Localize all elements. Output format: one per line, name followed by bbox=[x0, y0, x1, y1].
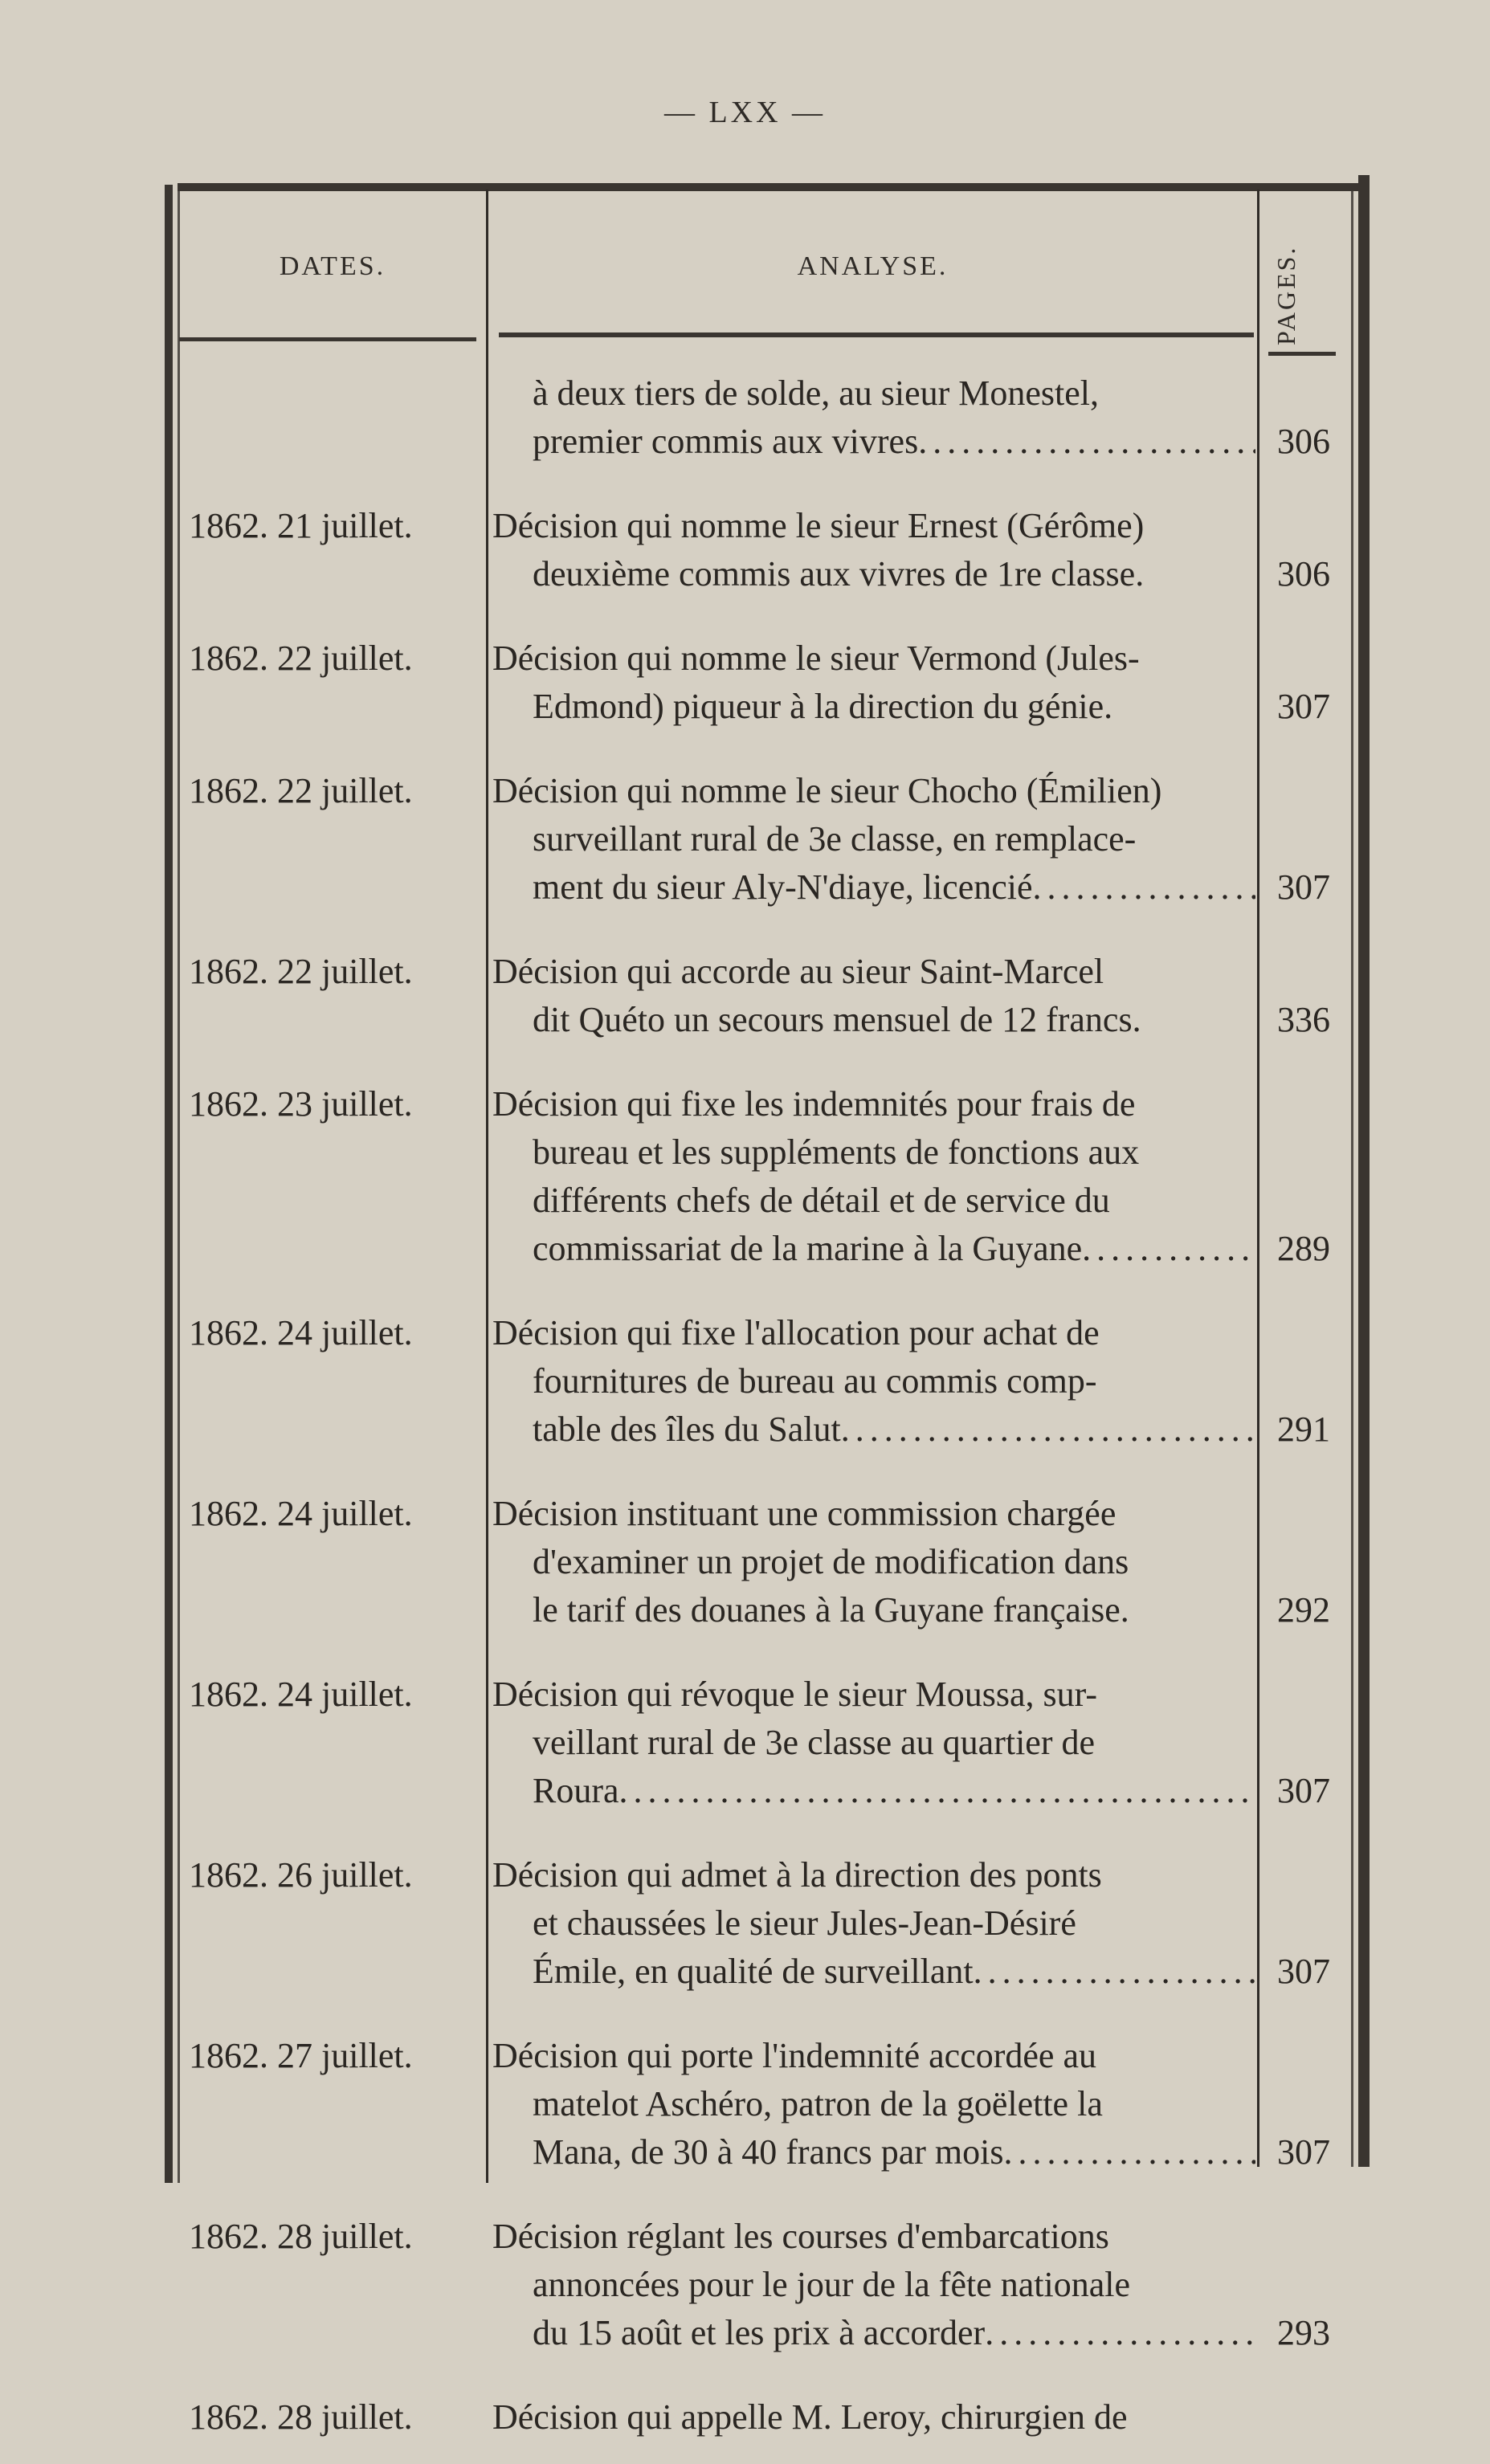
analysis-line: Décision qui nomme le sieur Vermond (Jules- bbox=[492, 638, 1140, 678]
table-row bbox=[165, 369, 1370, 466]
dot-leader bbox=[1082, 1225, 1255, 1273]
analysis-line: Émile, en qualité de surveillant bbox=[533, 1952, 974, 1991]
entry-date: 1862. 28 juillet. bbox=[189, 2397, 413, 2437]
dot-leader bbox=[1033, 863, 1255, 912]
analysis-line: et chaussées le sieur Jules-Jean-Désiré bbox=[533, 1903, 1076, 1943]
analysis-line: Décision qui fixe les indemnités pour frais de bbox=[492, 1084, 1136, 1124]
analysis-line: Décision qui accorde au sieur Saint-Marcel bbox=[492, 952, 1104, 991]
analysis-line: surveillant rural de 3e classe, en remplace- bbox=[533, 819, 1137, 859]
entry-date: 1862. 28 juillet. bbox=[189, 2217, 413, 2256]
analysis-line: du 15 août et les prix à accorder bbox=[533, 2313, 986, 2352]
table-row bbox=[165, 1490, 1370, 1634]
entry-analysis bbox=[492, 1671, 1255, 1815]
table-row bbox=[165, 767, 1370, 912]
dot-leader bbox=[619, 1767, 1255, 1815]
analysis-line: Mana, de 30 à 40 francs par mois bbox=[533, 2132, 1004, 2172]
table-row bbox=[165, 634, 1370, 731]
header-rule-dates bbox=[179, 337, 476, 341]
entry-date: 1862. 24 juillet. bbox=[189, 1313, 413, 1352]
entry-page: 307 bbox=[1277, 867, 1330, 907]
table-row bbox=[165, 2393, 1370, 2442]
analysis-line: Décision qui fixe l'allocation pour achat de bbox=[492, 1313, 1100, 1352]
entry-page: 306 bbox=[1277, 554, 1330, 594]
entry-page: 293 bbox=[1277, 2313, 1330, 2352]
entry-page: 307 bbox=[1277, 2132, 1330, 2172]
table-row bbox=[165, 2032, 1370, 2176]
analysis-line: Décision qui nomme le sieur Chocho (Émilien) bbox=[492, 771, 1162, 810]
table-row bbox=[165, 1851, 1370, 1996]
header-dates: DATES. bbox=[279, 251, 386, 281]
analysis-line: ment du sieur Aly-N'diaye, licencié bbox=[533, 867, 1033, 907]
dot-leader bbox=[985, 2309, 1255, 2357]
entry-analysis bbox=[492, 369, 1255, 466]
analysis-line: Décision qui porte l'indemnité accordée au bbox=[492, 2036, 1096, 2075]
entry-analysis bbox=[492, 502, 1255, 598]
analysis-line: dit Quéto un secours mensuel de 12 francs. bbox=[533, 1000, 1141, 1039]
entry-analysis bbox=[492, 767, 1255, 912]
border-top bbox=[178, 183, 1370, 191]
table-row bbox=[165, 2213, 1370, 2357]
dot-leader bbox=[1003, 2128, 1255, 2176]
entry-analysis bbox=[492, 1309, 1255, 1454]
entry-date: 1862. 22 juillet. bbox=[189, 771, 413, 810]
analysis-line: commissariat de la marine à la Guyane bbox=[533, 1229, 1083, 1268]
entry-analysis bbox=[492, 2393, 1255, 2442]
entry-analysis bbox=[492, 2213, 1255, 2357]
analysis-line: premier commis aux vivres bbox=[533, 422, 919, 461]
entry-date: 1862. 22 juillet. bbox=[189, 952, 413, 991]
table-row bbox=[165, 1309, 1370, 1454]
entry-page: 336 bbox=[1277, 1000, 1330, 1039]
table-row bbox=[165, 1671, 1370, 1815]
entry-date: 1862. 24 juillet. bbox=[189, 1675, 413, 1714]
entry-analysis bbox=[492, 1851, 1255, 1996]
entry-analysis bbox=[492, 1080, 1255, 1273]
header-rule-analyse bbox=[499, 332, 1254, 337]
analysis-line: bureau et les suppléments de fonctions aux bbox=[533, 1132, 1140, 1172]
analysis-line: Décision qui admet à la direction des ponts bbox=[492, 1855, 1102, 1895]
entry-page: 307 bbox=[1277, 687, 1330, 726]
entry-date: 1862. 27 juillet. bbox=[189, 2036, 413, 2075]
analysis-line: Edmond) piqueur à la direction du génie. bbox=[533, 687, 1113, 726]
analysis-line: à deux tiers de solde, au sieur Monestel, bbox=[533, 373, 1100, 413]
analysis-line: Décision qui appelle M. Leroy, chirurgien de bbox=[492, 2397, 1128, 2437]
entry-date: 1862. 24 juillet. bbox=[189, 1494, 413, 1533]
entry-date: 1862. 21 juillet. bbox=[189, 506, 413, 545]
analysis-line: annoncées pour le jour de la fête nationale bbox=[533, 2265, 1131, 2304]
analysis-line: matelot Aschéro, patron de la goëlette la bbox=[533, 2084, 1103, 2123]
entry-page: 292 bbox=[1277, 1590, 1330, 1630]
entry-analysis bbox=[492, 1490, 1255, 1634]
entry-page: 291 bbox=[1277, 1409, 1330, 1449]
entry-date: 1862. 26 juillet. bbox=[189, 1855, 413, 1895]
dot-leader bbox=[841, 1405, 1255, 1454]
dot-leader bbox=[974, 1948, 1255, 1996]
entry-analysis bbox=[492, 2032, 1255, 2176]
analysis-line: Décision qui révoque le sieur Moussa, sur- bbox=[492, 1675, 1098, 1714]
table-row bbox=[165, 502, 1370, 598]
analysis-line: Roura bbox=[533, 1771, 619, 1810]
analysis-line: veillant rural de 3e classe au quartier de bbox=[533, 1723, 1096, 1762]
table-row bbox=[165, 1080, 1370, 1273]
analysis-line: deuxième commis aux vivres de 1re classe. bbox=[533, 554, 1145, 594]
entry-date: 1862. 22 juillet. bbox=[189, 638, 413, 678]
entry-date: 1862. 23 juillet. bbox=[189, 1084, 413, 1124]
page-number: — LXX — bbox=[663, 96, 827, 129]
entry-analysis bbox=[492, 948, 1255, 1044]
entry-analysis bbox=[492, 634, 1255, 731]
analysis-line: d'examiner un projet de modification dans bbox=[533, 1542, 1129, 1581]
analysis-line: Décision qui nomme le sieur Ernest (Gérôme) bbox=[492, 506, 1145, 545]
analysis-line: le tarif des douanes à la Guyane française. bbox=[533, 1590, 1129, 1630]
entry-page: 289 bbox=[1277, 1229, 1330, 1268]
analysis-line: différents chefs de détail et de service du bbox=[533, 1181, 1110, 1220]
entry-page: 307 bbox=[1277, 1952, 1330, 1991]
analysis-line: Décision réglant les courses d'embarcations bbox=[492, 2217, 1109, 2256]
analysis-line: table des îles du Salut bbox=[533, 1409, 841, 1449]
analysis-line: fournitures de bureau au commis comp- bbox=[533, 1361, 1097, 1401]
entry-page: 306 bbox=[1277, 422, 1330, 461]
header-analyse: ANALYSE. bbox=[797, 251, 949, 281]
header-rule-pages bbox=[1268, 352, 1336, 356]
header-pages: PAGES. bbox=[1272, 245, 1300, 345]
dot-leader bbox=[918, 418, 1255, 466]
table-row bbox=[165, 948, 1370, 1044]
analysis-line: Décision instituant une commission chargée bbox=[492, 1494, 1116, 1533]
entry-page: 307 bbox=[1277, 1771, 1330, 1810]
